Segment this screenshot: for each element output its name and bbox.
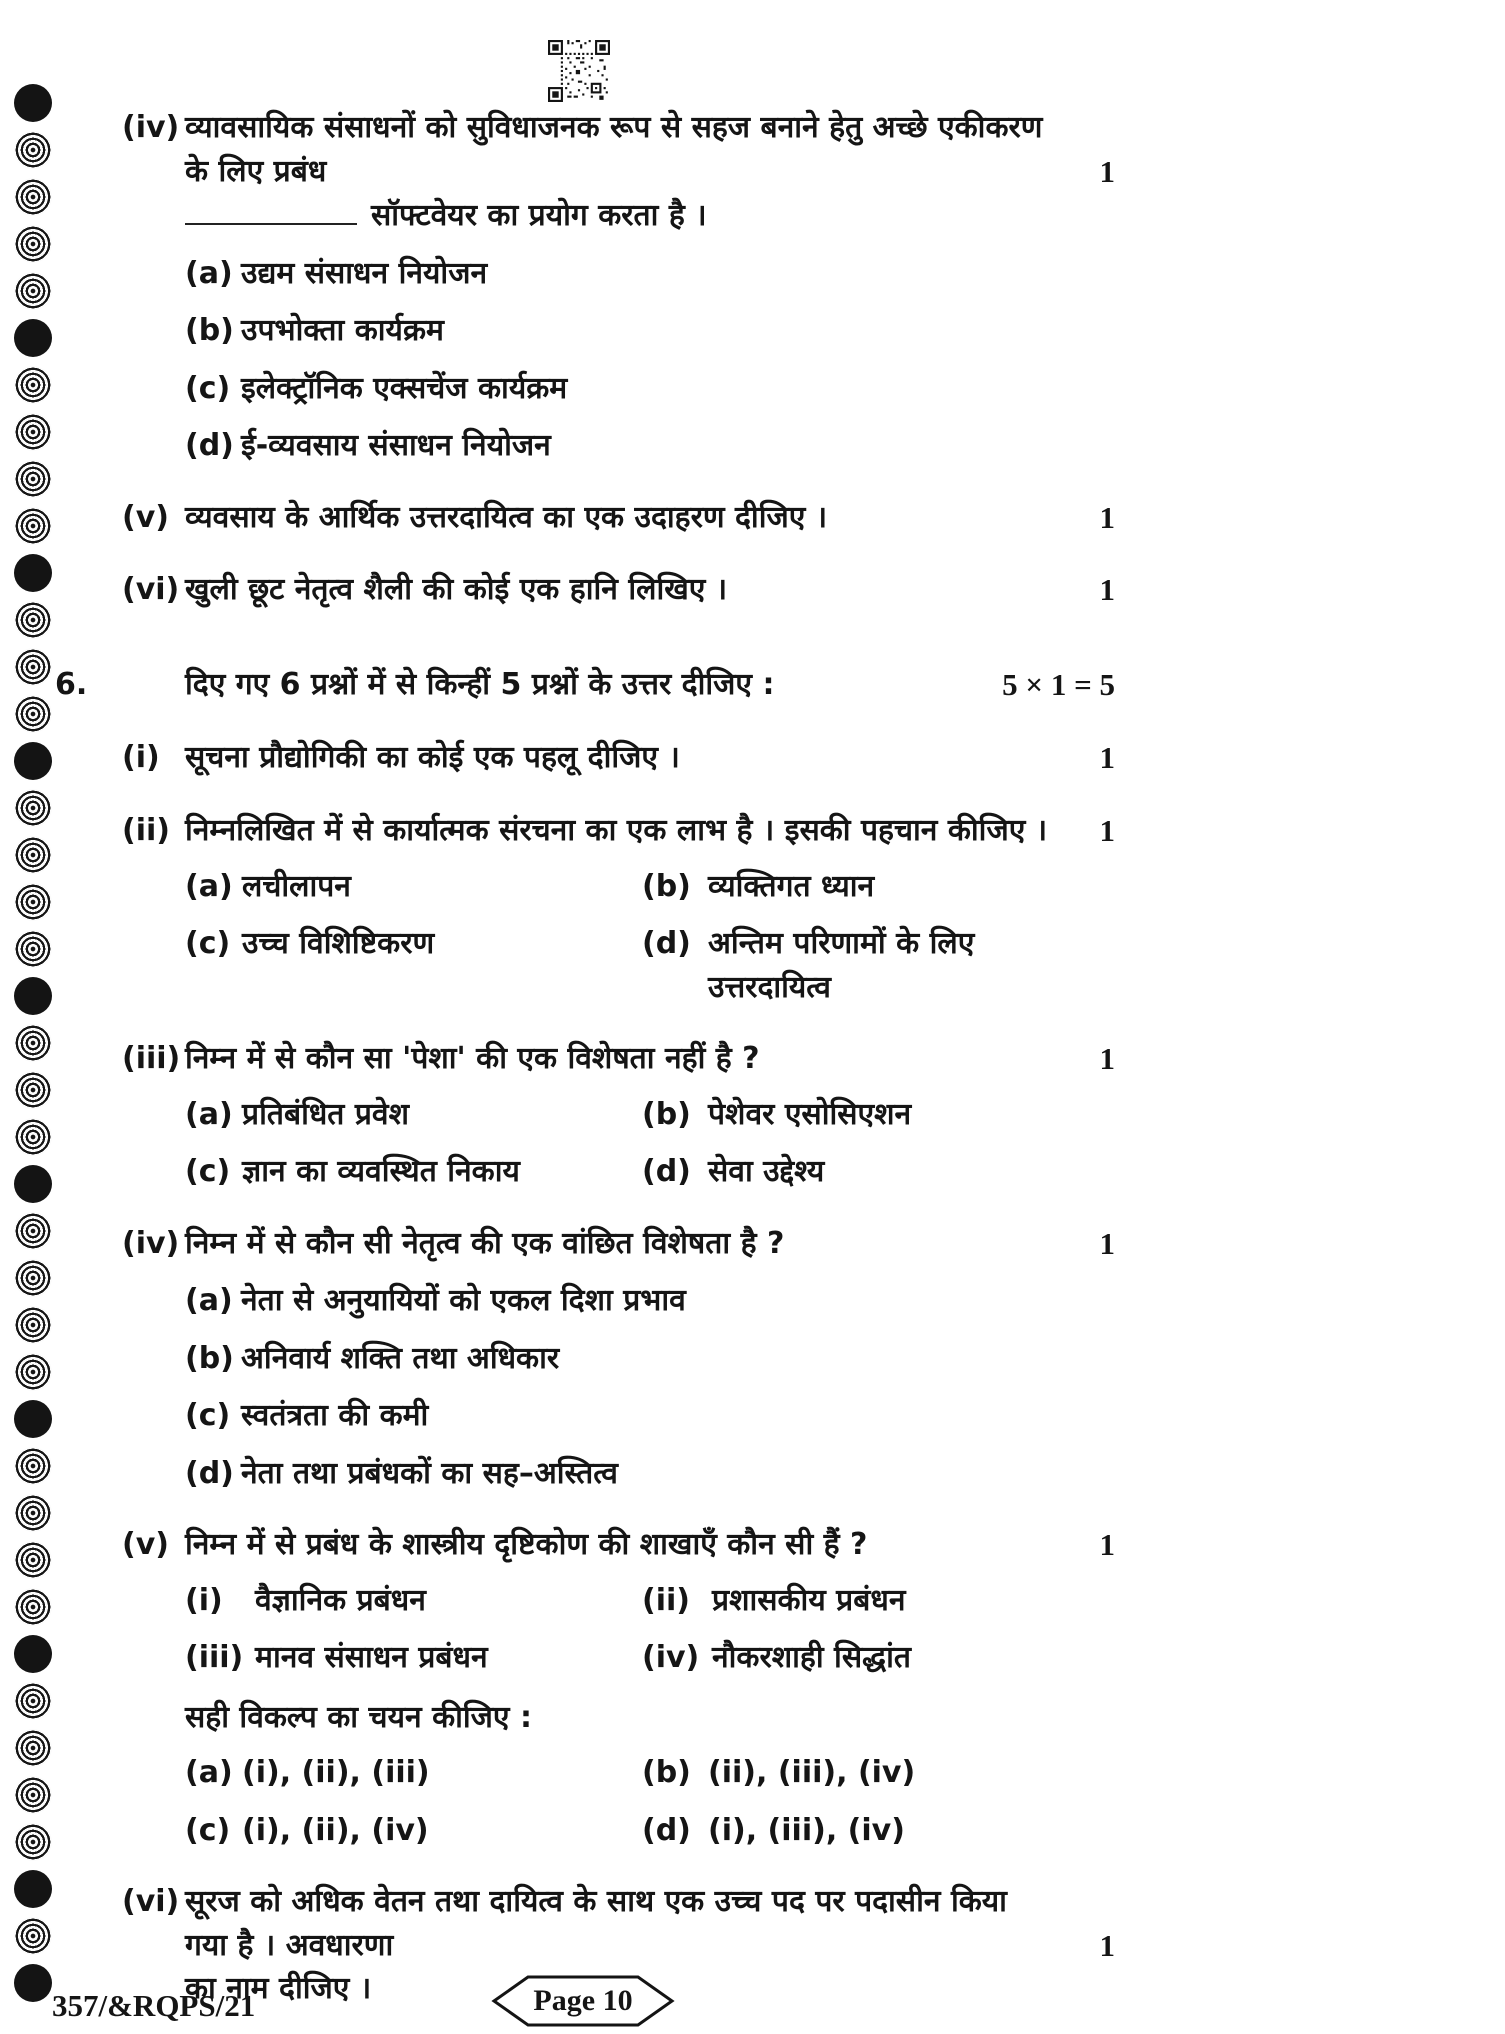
option-row bbox=[185, 1337, 1055, 1381]
marks-value: 1 bbox=[1099, 1527, 1115, 1563]
option-row bbox=[185, 1452, 1055, 1496]
option-label: (a) bbox=[185, 255, 233, 291]
marks-value: 1 bbox=[1099, 813, 1115, 849]
option-row bbox=[185, 309, 1055, 353]
question-6-v bbox=[55, 1523, 1115, 1852]
choose-instruction: सही विकल्प का चयन कीजिए : bbox=[185, 1699, 532, 1735]
question-number: (v) bbox=[122, 1527, 169, 1563]
option-label: (b) bbox=[642, 1755, 691, 1791]
option-row bbox=[185, 252, 1055, 296]
option-label: (d) bbox=[642, 1154, 691, 1190]
question-text: निम्नलिखित में से कार्यात्मक संरचना का एक लाभ है । इसकी पहचान कीजिए । bbox=[185, 813, 1048, 849]
statement-label: (iv) bbox=[642, 1640, 700, 1676]
question-text: सॉफ्टवेयर का प्रयोग करता है । bbox=[371, 198, 707, 233]
option-row bbox=[185, 367, 1055, 411]
options-list bbox=[185, 252, 1055, 468]
options-grid bbox=[185, 1093, 1055, 1194]
marks-value: 1 bbox=[1099, 1928, 1115, 1964]
option-label: (b) bbox=[642, 1096, 691, 1132]
option-label: (d) bbox=[185, 1455, 234, 1491]
option-text: (i), (ii), (iii) bbox=[242, 1755, 430, 1791]
question-text-line2: का नाम दीजिए । bbox=[185, 1971, 372, 2007]
question-text: निम्न में से कौन सा 'पेशा' की एक विशेषता नहीं है ? bbox=[185, 1041, 760, 1077]
option-text: उद्यम संसाधन नियोजन bbox=[241, 255, 488, 291]
marks-value: 1 bbox=[1099, 1041, 1115, 1077]
option-label: (b) bbox=[642, 868, 691, 904]
question-text-line2 bbox=[185, 193, 1055, 238]
option-text: नेता से अनुयायियों को एकल दिशा प्रभाव bbox=[241, 1283, 686, 1319]
options-grid bbox=[185, 865, 1055, 1010]
option-label: (c) bbox=[185, 370, 231, 406]
question-number: (iv) bbox=[122, 1225, 180, 1261]
question-5-vi bbox=[55, 568, 1115, 613]
statement-label: (ii) bbox=[642, 1582, 690, 1618]
option-label: (c) bbox=[185, 1398, 231, 1434]
question-5-iv bbox=[55, 106, 1115, 468]
page-number-badge bbox=[486, 1973, 680, 2029]
question-text: व्यवसाय के आर्थिक उत्तरदायित्व का एक उदाहरण दीजिए । bbox=[185, 499, 828, 535]
question-number: (v) bbox=[122, 499, 169, 535]
option-text: नेता तथा प्रबंधकों का सह–अस्तित्व bbox=[241, 1455, 618, 1491]
option-text: (i), (iii), (iv) bbox=[708, 1812, 905, 1848]
question-text: व्यावसायिक संसाधनों को सुविधाजनक रूप से सहज बनाने हेतु अच्छे एकीकरण के लिए प्रबंध bbox=[185, 110, 1043, 189]
question-body bbox=[185, 1523, 1055, 1852]
option-text: लचीलापन bbox=[242, 868, 351, 904]
option-text: सेवा उद्देश्य bbox=[708, 1154, 825, 1190]
question-number: (vi) bbox=[122, 1884, 180, 1920]
option-text: (ii), (iii), (iv) bbox=[708, 1755, 916, 1791]
question-6-header bbox=[55, 663, 1115, 708]
question-paper-content bbox=[55, 106, 1115, 2034]
marks-value: 1 bbox=[1099, 1225, 1115, 1261]
option-label: (a) bbox=[185, 1755, 233, 1791]
question-text: निम्न में से प्रबंध के शास्त्रीय दृष्टिकोण की शाखाएँ कौन सी हैं ? bbox=[185, 1527, 868, 1563]
marks-value: 1 bbox=[1099, 154, 1115, 189]
qr-code-icon bbox=[548, 40, 610, 102]
paper-code: 357/&RQPS/21 bbox=[52, 1988, 256, 2023]
options-grid bbox=[185, 1751, 1055, 1852]
question-text: सूचना प्रौद्योगिकी का कोई एक पहलू दीजिए । bbox=[185, 740, 680, 776]
option-text: इलेक्ट्रॉनिक एक्सचेंज कार्यक्रम bbox=[241, 370, 568, 406]
option-text: उच्च विशिष्टिकरण bbox=[242, 926, 435, 962]
option-label: (d) bbox=[185, 428, 234, 463]
options-list bbox=[185, 1279, 1055, 1495]
option-text: (i), (ii), (iv) bbox=[242, 1812, 429, 1848]
option-text: ज्ञान का व्यवस्थित निकाय bbox=[242, 1154, 520, 1190]
option-label: (b) bbox=[185, 1340, 234, 1376]
fill-in-blank bbox=[185, 193, 357, 225]
question-text: दिए गए 6 प्रश्नों में से किन्हीं 5 प्रश्नों के उत्तर दीजिए : bbox=[185, 667, 775, 703]
question-number: (i) bbox=[122, 740, 160, 776]
option-text: प्रतिबंधित प्रवेश bbox=[242, 1096, 409, 1132]
question-number: (iv) bbox=[122, 110, 180, 145]
option-text: अन्तिम परिणामों के लिए उत्तरदायित्व bbox=[708, 926, 975, 1005]
option-label: (c) bbox=[185, 1154, 231, 1190]
question-text: सूरज को अधिक वेतन तथा दायित्व के साथ एक उच्च पद पर पदासीन किया गया है । अवधारणा bbox=[185, 1884, 1007, 1963]
question-6-ii bbox=[55, 809, 1115, 1009]
question-5-v bbox=[55, 496, 1115, 541]
statement-label: (i) bbox=[185, 1582, 223, 1618]
option-row bbox=[185, 424, 1055, 468]
question-body bbox=[185, 106, 1055, 468]
statement-text: मानव संसाधन प्रबंधन bbox=[255, 1640, 488, 1676]
statement-label: (iii) bbox=[185, 1640, 244, 1676]
option-label: (c) bbox=[185, 926, 231, 962]
option-text: उपभोक्ता कार्यक्रम bbox=[241, 313, 444, 348]
option-text: अनिवार्य शक्ति तथा अधिकार bbox=[241, 1340, 560, 1376]
question-6-iii bbox=[55, 1037, 1115, 1194]
binding-decoration bbox=[14, 84, 60, 2002]
question-body bbox=[185, 1222, 1055, 1496]
question-number: 6. bbox=[55, 667, 88, 703]
option-text: ई-व्यवसाय संसाधन नियोजन bbox=[241, 428, 551, 463]
option-label: (b) bbox=[185, 313, 234, 348]
option-text: व्यक्तिगत ध्यान bbox=[708, 868, 875, 904]
statement-text: प्रशासकीय प्रबंधन bbox=[712, 1582, 906, 1618]
page-number-label: Page 10 bbox=[533, 1984, 633, 2017]
marks-value: 1 bbox=[1099, 572, 1115, 608]
question-6-i bbox=[55, 736, 1115, 781]
option-label: (d) bbox=[642, 1812, 691, 1848]
question-text: खुली छूट नेतृत्व शैली की कोई एक हानि लिखिए । bbox=[185, 572, 728, 608]
question-number: (ii) bbox=[122, 813, 170, 849]
statement-text: नौकरशाही सिद्धांत bbox=[712, 1640, 911, 1676]
marks-value: 1 bbox=[1099, 499, 1115, 535]
option-label: (c) bbox=[185, 1812, 231, 1848]
question-6-iv bbox=[55, 1222, 1115, 1496]
statement-grid bbox=[185, 1579, 1055, 1680]
question-text: निम्न में से कौन सी नेतृत्व की एक वांछित विशेषता है ? bbox=[185, 1225, 785, 1261]
marks-total: 5 × 1 = 5 bbox=[1002, 667, 1115, 703]
question-number: (vi) bbox=[122, 572, 180, 608]
statement-text: वैज्ञानिक प्रबंधन bbox=[255, 1582, 426, 1618]
option-text: स्वतंत्रता की कमी bbox=[241, 1398, 429, 1434]
option-label: (a) bbox=[185, 1096, 233, 1132]
marks-value: 1 bbox=[1099, 740, 1115, 776]
question-body bbox=[185, 809, 1055, 1009]
option-label: (d) bbox=[642, 926, 691, 962]
option-row bbox=[185, 1394, 1055, 1438]
question-number: (iii) bbox=[122, 1041, 181, 1077]
option-label: (a) bbox=[185, 1283, 233, 1319]
option-label: (a) bbox=[185, 868, 233, 904]
option-text: पेशेवर एसोसिएशन bbox=[708, 1096, 912, 1132]
option-row bbox=[185, 1279, 1055, 1323]
question-body bbox=[185, 1037, 1055, 1194]
